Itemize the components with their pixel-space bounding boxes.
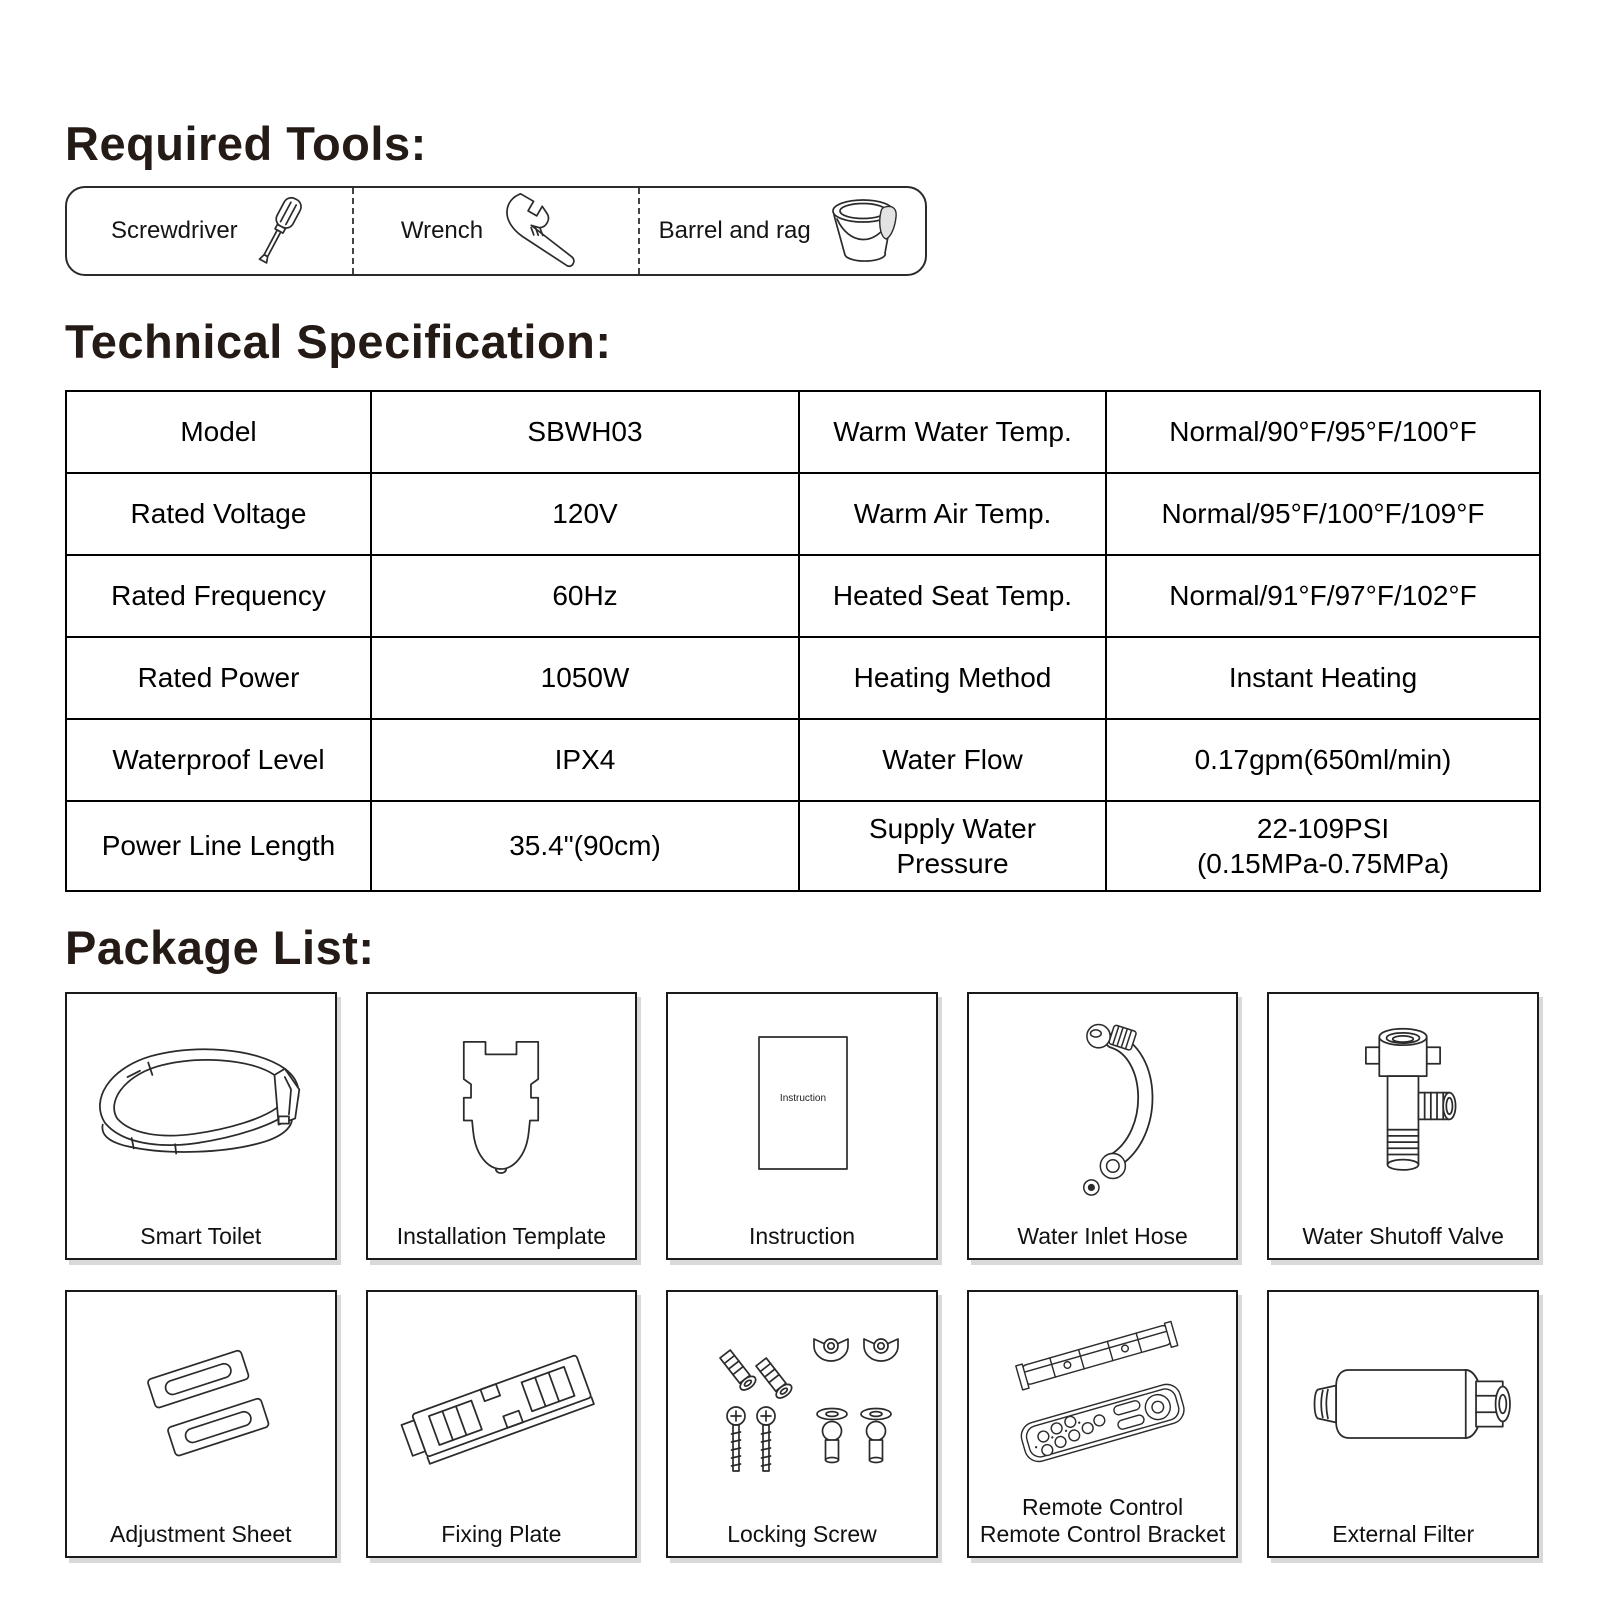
package-item-caption: Water Shutoff Valve	[1302, 1222, 1504, 1249]
spec-row	[66, 637, 1540, 719]
spec-label: Rated Power	[66, 637, 371, 719]
spec-label: Water Flow	[799, 719, 1106, 801]
screwdriver-icon	[250, 193, 308, 269]
package-item-caption: Smart Toilet	[140, 1222, 262, 1249]
instruction-booklet-icon	[668, 998, 936, 1214]
package-item-external-filter	[1267, 1290, 1539, 1558]
spec-value: 35.4"(90cm)	[371, 801, 799, 891]
spec-value: 60Hz	[371, 555, 799, 637]
smart-toilet-icon	[67, 998, 335, 1214]
spec-label: Power Line Length	[66, 801, 371, 891]
spec-value: Normal/90°F/95°F/100°F	[1106, 391, 1540, 473]
spec-row	[66, 391, 1540, 473]
tool-label: Screwdriver	[110, 217, 238, 244]
package-item-caption: External Filter	[1332, 1520, 1475, 1547]
spec-value: Normal/91°F/97°F/102°F	[1106, 555, 1540, 637]
water-shutoff-valve-icon	[1269, 998, 1537, 1214]
tool-item-wrench	[352, 188, 639, 274]
spec-label: Waterproof Level	[66, 719, 371, 801]
spec-label: Supply Water Pressure	[799, 801, 1106, 891]
tool-item-barrel-and-rag	[638, 188, 925, 274]
spec-value: IPX4	[371, 719, 799, 801]
water-inlet-hose-icon	[969, 998, 1237, 1214]
installation-template-icon	[368, 998, 636, 1214]
required-tools-heading: Required Tools:	[65, 117, 427, 170]
spec-value: 1050W	[371, 637, 799, 719]
package-list-heading: Package List:	[65, 921, 375, 974]
package-item-caption: Instruction	[748, 1222, 856, 1249]
spec-table	[65, 390, 1541, 892]
package-item-smart-toilet	[65, 992, 337, 1260]
spec-value: 22-109PSI (0.15MPa-0.75MPa)	[1106, 801, 1540, 891]
spec-label: Model	[66, 391, 371, 473]
tool-label: Wrench	[400, 217, 484, 244]
spec-row	[66, 555, 1540, 637]
package-item-adjustment-sheet	[65, 1290, 337, 1558]
tool-item-screwdriver	[67, 188, 352, 274]
required-tools-panel	[65, 186, 927, 276]
external-filter-icon	[1269, 1296, 1537, 1512]
spec-row	[66, 801, 1540, 891]
package-item-caption: Locking Screw	[727, 1520, 877, 1547]
spec-label: Rated Voltage	[66, 473, 371, 555]
spec-value: SBWH03	[371, 391, 799, 473]
package-item-caption: Remote Control Remote Control Bracket	[979, 1493, 1226, 1547]
spec-value: Normal/95°F/100°F/109°F	[1106, 473, 1540, 555]
package-item-fixing-plate	[366, 1290, 638, 1558]
package-item-caption: Fixing Plate	[441, 1520, 562, 1547]
spec-row	[66, 719, 1540, 801]
svg-text:Instruction: Instruction	[779, 1093, 827, 1104]
fixing-plate-icon	[368, 1296, 636, 1512]
locking-screw-icon	[668, 1296, 936, 1512]
package-item-water-inlet-hose	[967, 992, 1239, 1260]
package-item-caption: Water Inlet Hose	[1017, 1222, 1188, 1249]
spec-row	[66, 473, 1540, 555]
wrench-icon	[495, 192, 591, 270]
spec-label: Heated Seat Temp.	[799, 555, 1106, 637]
package-grid	[65, 992, 1539, 1558]
adjustment-sheet-icon	[67, 1296, 335, 1512]
package-item-locking-screw	[666, 1290, 938, 1558]
tool-label: Barrel and rag	[658, 217, 811, 244]
package-item-remote-control	[967, 1290, 1239, 1558]
package-item-instruction	[666, 992, 938, 1260]
spec-label: Rated Frequency	[66, 555, 371, 637]
spec-label: Heating Method	[799, 637, 1106, 719]
package-item-installation-template	[366, 992, 638, 1260]
package-item-water-shutoff-valve	[1267, 992, 1539, 1260]
spec-label: Warm Air Temp.	[799, 473, 1106, 555]
spec-value: 0.17gpm(650ml/min)	[1106, 719, 1540, 801]
spec-value: Instant Heating	[1106, 637, 1540, 719]
package-item-caption: Installation Template	[396, 1222, 607, 1249]
package-item-caption: Adjustment Sheet	[110, 1520, 292, 1547]
technical-specification-heading: Technical Specification:	[65, 315, 612, 368]
barrel-and-rag-icon	[823, 192, 907, 270]
spec-value: 120V	[371, 473, 799, 555]
spec-label: Warm Water Temp.	[799, 391, 1106, 473]
remote-control-icon	[969, 1296, 1237, 1488]
